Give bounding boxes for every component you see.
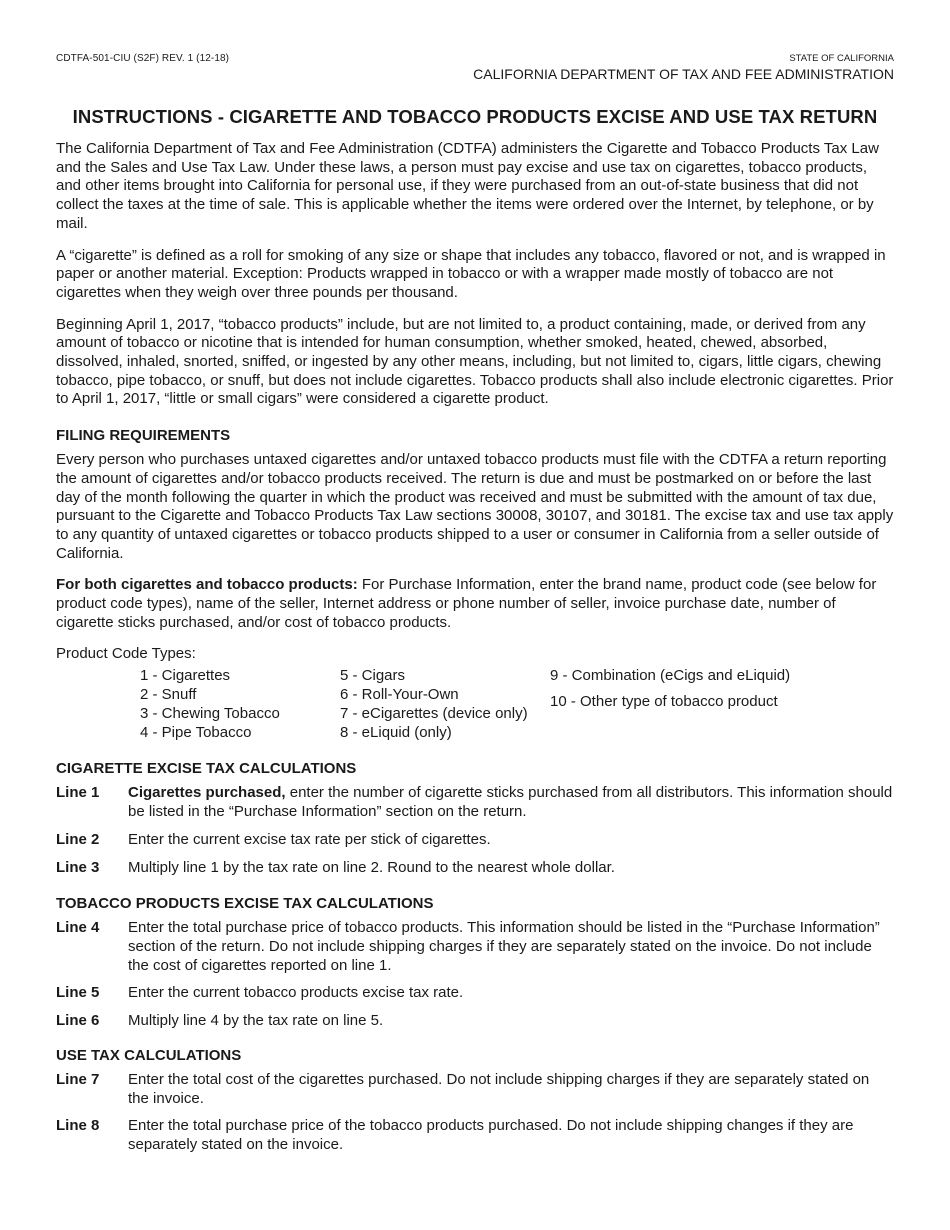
product-code-item: 10 - Other type of tobacco product <box>550 693 778 711</box>
page-header <box>56 52 894 84</box>
department-name: CALIFORNIA DEPARTMENT OF TAX AND FEE ADMINISTRATION <box>473 66 894 82</box>
line-text: Multiply line 4 by the tax rate on line 5. <box>128 1012 384 1030</box>
intro-paragraph-1: The California Department of Tax and Fee Administration (CDTFA) administers the Cigarette and Tobacco Products Tax Law and the Sales and Use Tax Law. Under these laws, a person must pay excise and use tax on cigarettes, tobacco products, and other items brought into California for personal use, if they were purchased from an out-of-state business that did not collect the taxes at the time of sale. This is applicable whether the items were ordered over the Internet, by telephone, or by mail. <box>56 140 879 232</box>
intro-paragraph-2: A “cigarette” is defined as a roll for smoking of any size or shape that includes any tobacco, flavored or not, and is wrapped in paper or another material. Exception: Products wrapped in tobacco or with a wrapper made mostly of tobacco are not cigarettes when they weigh over three pounds per thousand. <box>56 246 886 301</box>
line-lead: Cigarettes purchased, <box>128 784 286 802</box>
line-text <box>128 784 894 821</box>
product-code-column-3 <box>550 667 790 711</box>
instruction-line-7 <box>56 1071 894 1108</box>
line-label: Line 7 <box>56 1070 100 1088</box>
instruction-line-6 <box>56 1012 894 1031</box>
product-code-item: 4 - Pipe Tobacco <box>140 723 252 741</box>
product-code-item: 6 - Roll-Your-Own <box>340 686 459 704</box>
line-text: Enter the current tobacco products excise tax rate. <box>128 984 464 1002</box>
product-code-column-1 <box>140 667 280 742</box>
line-label: Line 3 <box>56 858 100 876</box>
line-label: Line 6 <box>56 1012 100 1030</box>
state-label: STATE OF CALIFORNIA <box>789 53 894 64</box>
cigarette-section-heading: CIGARETTE EXCISE TAX CALCULATIONS <box>56 760 357 778</box>
line-body: enter the number of cigarette sticks purchased from all distributors. This information should be listed in the “Purchase Information” section on the return. <box>128 784 893 821</box>
product-code-list <box>56 667 894 742</box>
both-products-paragraph <box>56 576 894 632</box>
product-code-item: 3 - Chewing Tobacco <box>140 704 280 722</box>
product-codes-label: Product Code Types: <box>56 645 196 663</box>
instruction-line-8 <box>56 1117 894 1154</box>
line-label: Line 1 <box>56 784 100 802</box>
product-code-item: 5 - Cigars <box>340 667 406 685</box>
line-text: Enter the total cost of the cigarettes purchased. Do not include shipping charges if they are separately stated on the invoice. <box>128 1070 870 1107</box>
line-text: Multiply line 1 by the tax rate on line 2. Round to the nearest whole dollar. <box>128 858 615 876</box>
line-label: Line 2 <box>56 830 100 848</box>
line-label: Line 8 <box>56 1117 100 1135</box>
instruction-line-1 <box>56 784 894 821</box>
line-label: Line 4 <box>56 919 100 937</box>
instruction-line-3 <box>56 859 894 878</box>
instructions-page <box>56 52 894 1164</box>
instruction-line-4 <box>56 919 894 975</box>
product-code-item: 7 - eCigarettes (device only) <box>340 704 528 722</box>
instruction-line-5 <box>56 984 894 1003</box>
both-products-text: For Purchase Information, enter the brand name, product code (see below for product code types), name of the seller, Internet address or phone number of seller, invoice purchase date, number of cigarette sticks purchased, and/or cost of tobacco products. <box>56 576 877 631</box>
tobacco-section-heading: TOBACCO PRODUCTS EXCISE TAX CALCULATIONS <box>56 895 434 913</box>
intro-paragraph-3: Beginning April 1, 2017, “tobacco products” include, but are not limited to, a product containing, made, or derived from any amount of tobacco or nicotine that is intended for human consumption, whether smoked, heated, chewed, absorbed, dissolved, inhaled, snorted, sniffed, or ingested by any other means, including, but not limited to, cigars, little cigars, chewing tobacco, pipe tobacco, or snuff, but does not include cigarettes. Tobacco products shall also include electronic cigarettes. Prior to April 1, 2017, “little or small cigars” were considered a cigarette product. <box>56 315 894 408</box>
product-code-item: 1 - Cigarettes <box>140 667 231 685</box>
line-text: Enter the total purchase price of the tobacco products purchased. Do not include shipping changes if they are separately stated on the invoice. <box>128 1117 854 1153</box>
both-products-lead: For both cigarettes and tobacco products: <box>56 576 358 594</box>
product-code-item: 8 - eLiquid (only) <box>340 723 452 741</box>
form-id: CDTFA-501-CIU (S2F) REV. 1 (12-18) <box>56 53 230 64</box>
line-label: Line 5 <box>56 984 100 1002</box>
product-code-item: 2 - Snuff <box>140 686 197 704</box>
line-text: Enter the total purchase price of tobacco products. This information should be listed in the “Purchase Information” section of the return. Do not include shipping charges if they are separately stated on the invoice. Do not include the cost of cigarettes reported on line 1. <box>128 919 880 974</box>
page-title: INSTRUCTIONS - CIGARETTE AND TOBACCO PRODUCTS EXCISE AND USE TAX RETURN <box>72 106 878 127</box>
use-tax-section-heading: USE TAX CALCULATIONS <box>56 1046 242 1064</box>
filing-paragraph: Every person who purchases untaxed cigarettes and/or untaxed tobacco products must file with the CDTFA a return reporting the amount of cigarettes and/or tobacco products received. The return is due and must be postmarked on or before the last day of the month following the quarter in which the product was received and must be submitted with the amount of tax due, pursuant to the Cigarette and Tobacco Products Tax Law sections 30008, 30107, and 30181. The excise tax and use tax apply to any quantity of untaxed cigarettes or tobacco products shipped to a user or consumer in California from a seller outside of California. <box>56 451 894 562</box>
filing-heading: FILING REQUIREMENTS <box>56 427 231 445</box>
instruction-line-2 <box>56 831 894 850</box>
product-code-item: 9 - Combination (eCigs and eLiquid) <box>550 667 791 685</box>
product-code-column-2 <box>340 667 528 742</box>
line-text: Enter the current excise tax rate per stick of cigarettes. <box>128 830 491 848</box>
